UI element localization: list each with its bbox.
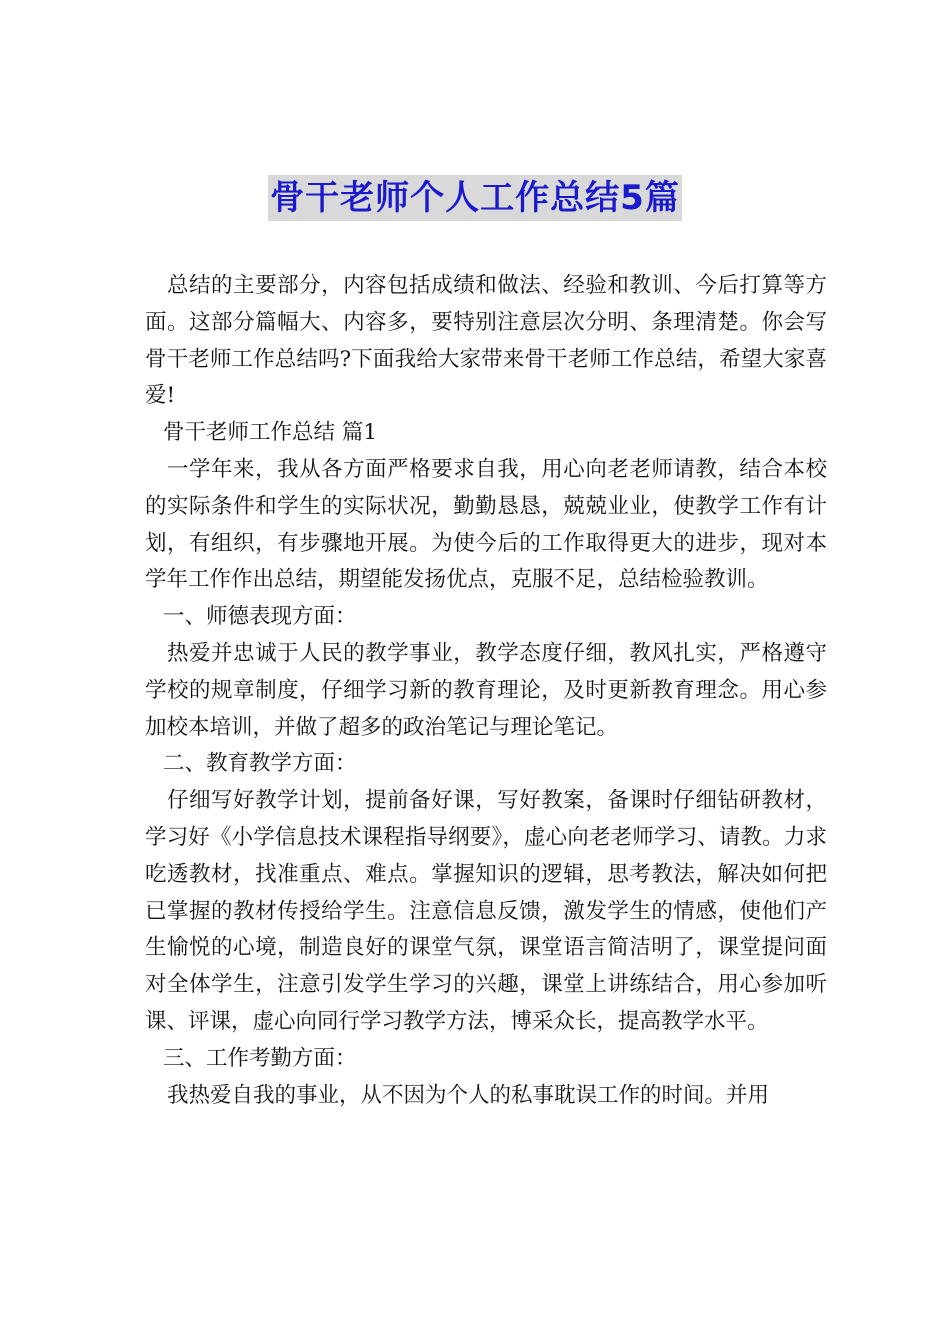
document-body [145, 268, 827, 1114]
body-paragraph: 一学年来，我从各方面严格要求自我，用心向老老师请教，结合本校的实际条件和学生的实际状况，勤勤恳恳，兢兢业业，使教学工作有计划，有组织，有步骤地开展。为使今后的工作取得更大的进步，现对本学年工作作出总结，期望能发扬优点，克服不足，总结检验教训。 [145, 456, 827, 593]
document-title: 骨干老师个人工作总结5篇 [268, 175, 682, 221]
section-heading-attendance: 三、工作考勤方面： [163, 1045, 357, 1071]
section-heading-article-1: 骨干老师工作总结 篇1 [163, 420, 378, 446]
body-paragraph: 我热爱自我的事业，从不因为个人的私事耽误工作的时间。并用 [167, 1082, 770, 1108]
intro-paragraph: 总结的主要部分，内容包括成绩和做法、经验和教训、今后打算等方面。这部分篇幅大、内容多，要特别注意层次分明、条理清楚。你会写骨干老师工作总结吗?下面我给大家带来骨干老师工作总结，希望大家喜爱! [145, 273, 827, 409]
section-heading-teaching: 二、教育教学方面： [163, 751, 357, 777]
body-paragraph: 热爱并忠诚于人民的教学事业，教学态度仔细，教风扎实，严格遵守学校的规章制度，仔细学习新的教育理论，及时更新教育理念。用心参加校本培训，并做了超多的政治笔记与理论笔记。 [145, 640, 827, 740]
body-paragraph: 仔细写好教学计划，提前备好课，写好教案，备课时仔细钻研教材，学习好《小学信息技术课程指导纲要》，虚心向老老师学习、请教。力求吃透教材，找准重点、难点。掌握知识的逻辑，思考教法，解决如何把已掌握的教材传授给学生。注意信息反馈，激发学生的情感，使他们产生愉悦的心境，制造良好的课堂气氛，课堂语言简洁明了，课堂提问面对全体学生，注意引发学生学习的兴趣，课堂上讲练结合，用心参加听课、评课，虚心向同行学习教学方法，博采众长，提高教学水平。 [145, 788, 827, 1034]
section-heading-ethics: 一、师德表现方面： [163, 604, 357, 630]
title-container [0, 175, 950, 221]
